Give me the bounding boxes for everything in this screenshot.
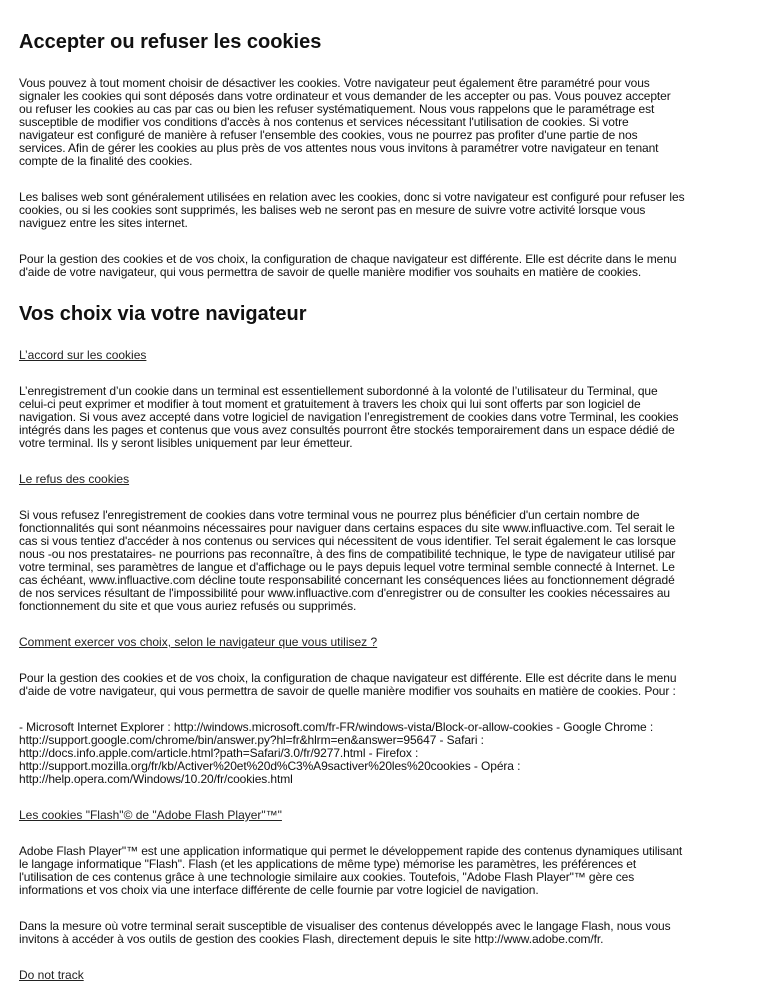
paragraph-refus [19, 509, 768, 613]
text-line: naviguez entre les sites internet. [19, 216, 188, 230]
paragraph-gestion-pour [19, 672, 768, 698]
text-line: http://support.google.com/chrome/bin/answer.py?hl=fr&hlrm=en&answer=95647 - Safari : [19, 733, 484, 747]
text-line: services. Afin de gérer les cookies au plus près de vos attentes nous vous invitons à paramétrer votre navigateur en tenant [19, 141, 659, 155]
text-line: http://docs.info.apple.com/article.html?path=Safari/3.0/fr/9277.html - Firefox : [19, 746, 419, 760]
paragraph-flash-outils [19, 920, 768, 946]
heading-vos-choix: Vos choix via votre navigateur [19, 303, 307, 325]
text-line: cas si vous tentiez d'accéder à nos contenus ou services qui nécessitent de vous identifier. Tel serait également le cas lorsque [19, 534, 676, 548]
text-line: invitons à accéder à vos outils de gestion des cookies Flash, directement depuis le site http://www.adobe.com/fr. [19, 932, 604, 946]
subheading-flash: Les cookies "Flash"© de "Adobe Flash Player"™" [19, 808, 282, 822]
text-line: ou refuser les cookies au cas par cas ou bien les refuser systématiquement. Nous vous rappelons que le paramétrage est [19, 102, 655, 116]
paragraph-balises-web [19, 191, 768, 230]
text-line: celui-ci peut exprimer et modifier à tout moment et gratuitement à travers les choix qui lui sont offerts par son logiciel de [19, 397, 641, 411]
text-line: le langage informatique "Flash". Flash (et les applications de même type) mémorise les paramètres, les préférences et [19, 857, 637, 871]
text-line: fonctionnalités qui sont néanmoins nécessaires pour naviguer dans certains espaces du site www.influactive.com. Tel serait le [19, 521, 675, 535]
paragraph-desactiver [19, 77, 768, 168]
text-line: Les balises web sont généralement utilisées en relation avec les cookies, donc si votre navigateur est configuré pour refuser les [19, 190, 685, 204]
text-line: de nos services résultant de l'impossibilité pour www.influactive.com d'enregistrer ou de consulter les cookies nécessaires au [19, 586, 670, 600]
subheading-accord: L’accord sur les cookies [19, 348, 147, 362]
text-line: Adobe Flash Player"™ est une application informatique qui permet le développement rapide des contenus dynamiques utilisant [19, 844, 683, 858]
paragraph-gestion-cookies [19, 253, 768, 279]
text-line: votre terminal. Ils y seront lisibles uniquement par leur émetteur. [19, 436, 353, 450]
subheading-refus: Le refus des cookies [19, 472, 130, 486]
text-line: votre terminal, ses paramètres de langue et d'affichage ou le pays depuis lequel votre terminal semble connecté à Internet. Le [19, 560, 675, 574]
paragraph-flash [19, 845, 768, 897]
subheading-comment-exercer: Comment exercer vos choix, selon le navigateur que vous utilisez ? [19, 635, 378, 649]
text-line: d'aide de votre navigateur, qui vous permettra de savoir de quelle manière modifier vos souhaits en matière de cookies. Pour : [19, 684, 676, 698]
paragraph-accord [19, 385, 768, 450]
paragraph-browser-links [19, 721, 768, 786]
subheading-do-not-track: Do not track [19, 968, 84, 982]
text-line: Pour la gestion des cookies et de vos choix, la configuration de chaque navigateur est différente. Elle est décrite dans le menu [19, 671, 677, 685]
text-line: http://support.mozilla.org/fr/kb/Activer%20et%20d%C3%A9sactiver%20les%20cookies - Opéra : [19, 759, 521, 773]
text-line: navigation. Si vous avez accepté dans votre logiciel de navigation l’enregistrement de cookies dans votre Terminal, les cookies [19, 410, 679, 424]
text-line: nous -ou nos prestataires- ne pourrions pas reconnaître, à des fins de compatibilité technique, le type de navigateur utilisé par [19, 547, 676, 561]
text-line: susceptible de modifier vos conditions d'accès à nos contenus et services nécessitant l'utilisation de cookies. Si votre [19, 115, 629, 129]
text-line: Dans la mesure où votre terminal serait susceptible de visualiser des contenus développés avec le langage Flash, nous vous [19, 919, 671, 933]
text-line: compte de la finalité des cookies. [19, 154, 193, 168]
text-line: d'aide de votre navigateur, qui vous permettra de savoir de quelle manière modifier vos souhaits en matière de cookies. [19, 265, 642, 279]
heading-accepter-refuser: Accepter ou refuser les cookies [19, 31, 322, 53]
text-line: signaler les cookies qui sont déposés dans votre ordinateur et vous demander de les accepter ou pas. Vous pouvez accepter [19, 89, 671, 103]
text-line: l'utilisation de ces contenus grâce à une technologie similaire aux cookies. Toutefois, "Adobe Flash Player"™ gère ces [19, 870, 635, 884]
text-line: cas échéant, www.influactive.com décline toute responsabilité concernant les conséquences liées au fonctionnement dégradé [19, 573, 675, 587]
text-line: L’enregistrement d’un cookie dans un terminal est essentiellement subordonné à la volonté de l’utilisateur du Terminal, que [19, 384, 658, 398]
text-line: navigateur est configuré de manière à refuser l'ensemble des cookies, vous ne pourrez pas profiter d'une partie de nos [19, 128, 638, 142]
text-line: fonctionnement du site et que vous auriez refusés ou supprimés. [19, 599, 357, 613]
text-line: - Microsoft Internet Explorer : http://windows.microsoft.com/fr-FR/windows-vista/Block-or-allow-cookies - Google Chrome : [19, 720, 654, 734]
text-line: Si vous refusez l'enregistrement de cookies dans votre terminal vous ne pourrez plus bénéficier d'un certain nombre de [19, 508, 640, 522]
text-line: informations et vos choix via une interface différente de celle fournie par votre logiciel de navigation. [19, 883, 539, 897]
text-line: cookies, ou si les cookies sont supprimés, les balises web ne seront pas en mesure de suivre votre activité lorsque vous [19, 203, 646, 217]
text-line: http://help.opera.com/Windows/10.20/fr/cookies.html [19, 772, 293, 786]
text-line: Vous pouvez à tout moment choisir de désactiver les cookies. Votre navigateur peut également être paramétré pour vous [19, 76, 650, 90]
text-line: Pour la gestion des cookies et de vos choix, la configuration de chaque navigateur est différente. Elle est décrite dans le menu [19, 252, 677, 266]
text-line: intégrés dans les pages et contenus que vous avez consultés pourront être stockés temporairement dans un espace dédié de [19, 423, 675, 437]
